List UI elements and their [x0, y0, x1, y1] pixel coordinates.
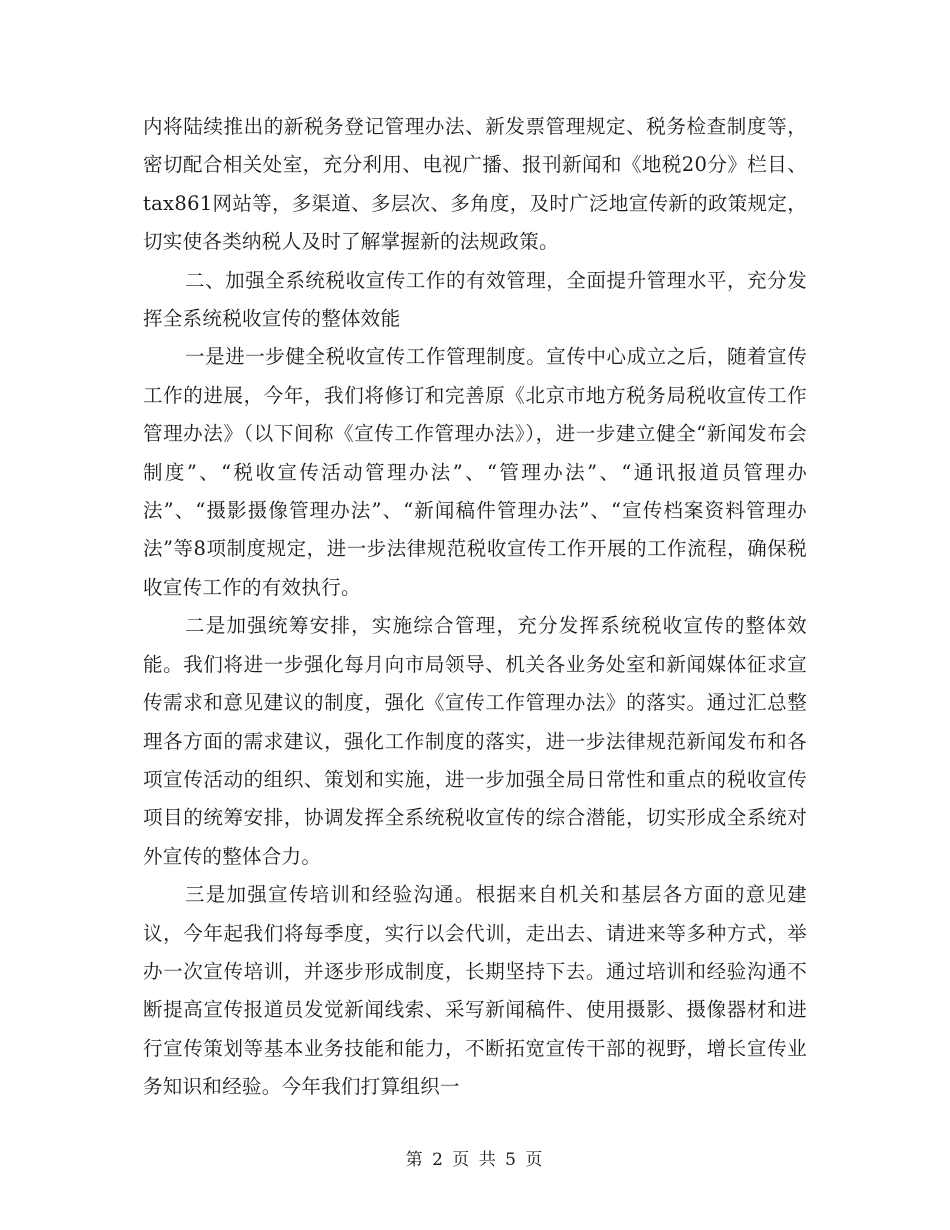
paragraph-training: 三是加强宣传培训和经验沟通。根据来自机关和基层各方面的意见建议，今年起我们将每季度，实行以会代训，走出去、请进来等多种方式，举办一次宣传培训，并逐步形成制度，长期坚持下去。通过培训和经验沟通不断提高宣传报道员发觉新闻线索、采写新闻稿件、使用摄影、摄像器材和进行宣传策划等基本业务技能和能力，不断拓宽宣传干部的视野，增长宣传业务知识和经验。今年我们打算组织一 — [143, 883, 807, 1099]
document-body — [143, 108, 807, 1107]
paragraph-continuation: 内将陆续推出的新税务登记管理办法、新发票管理规定、税务检查制度等，密切配合相关处室，充分利用、电视广播、报刊新闻和《地税20分》栏目、tax861网站等，多渠道、多层次、多角度，及时广泛地宣传新的政策规定，切实使各类纳税人及时了解掌握新的法规政策。 — [143, 115, 807, 254]
section-heading: 二、加强全系统税收宣传工作的有效管理，全面提升管理水平，充分发挥全系统税收宣传的整体效能 — [143, 268, 807, 331]
paragraph-overall-planning: 二是加强统筹安排，实施综合管理，充分发挥系统税收宣传的整体效能。我们将进一步强化每月向市局领导、机关各业务处室和新闻媒体征求宣传需求和意见建议的制度，强化《宣传工作管理办法》的落实。通过汇总整理各方面的需求建议，强化工作制度的落实，进一步法律规范新闻发布和各项宣传活动的组织、策划和实施，进一步加强全局日常性和重点的税收宣传项目的统筹安排，协调发挥全系统税收宣传的综合潜能，切实形成全系统对外宣传的整体合力。 — [143, 614, 807, 868]
paragraph-management-system: 一是进一步健全税收宣传工作管理制度。宣传中心成立之后，随着宣传工作的进展，今年，我们将修订和完善原《北京市地方税务局税收宣传工作管理办法》（以下间称《宣传工作管理办法》），进一步建立健全“新闻发布会制度”、“税收宣传活动管理办法”、“管理办法”、“通讯报道员管理办法”、“摄影摄像管理办法”、“新闻稿件管理办法”、“宣传档案资料管理办法”等8项制度规定，进一步法律规范税收宣传工作开展的工作流程，确保税收宣传工作的有效执行。 — [143, 345, 807, 599]
page-number-footer: 第 2 页 共 5 页 — [405, 1150, 545, 1170]
